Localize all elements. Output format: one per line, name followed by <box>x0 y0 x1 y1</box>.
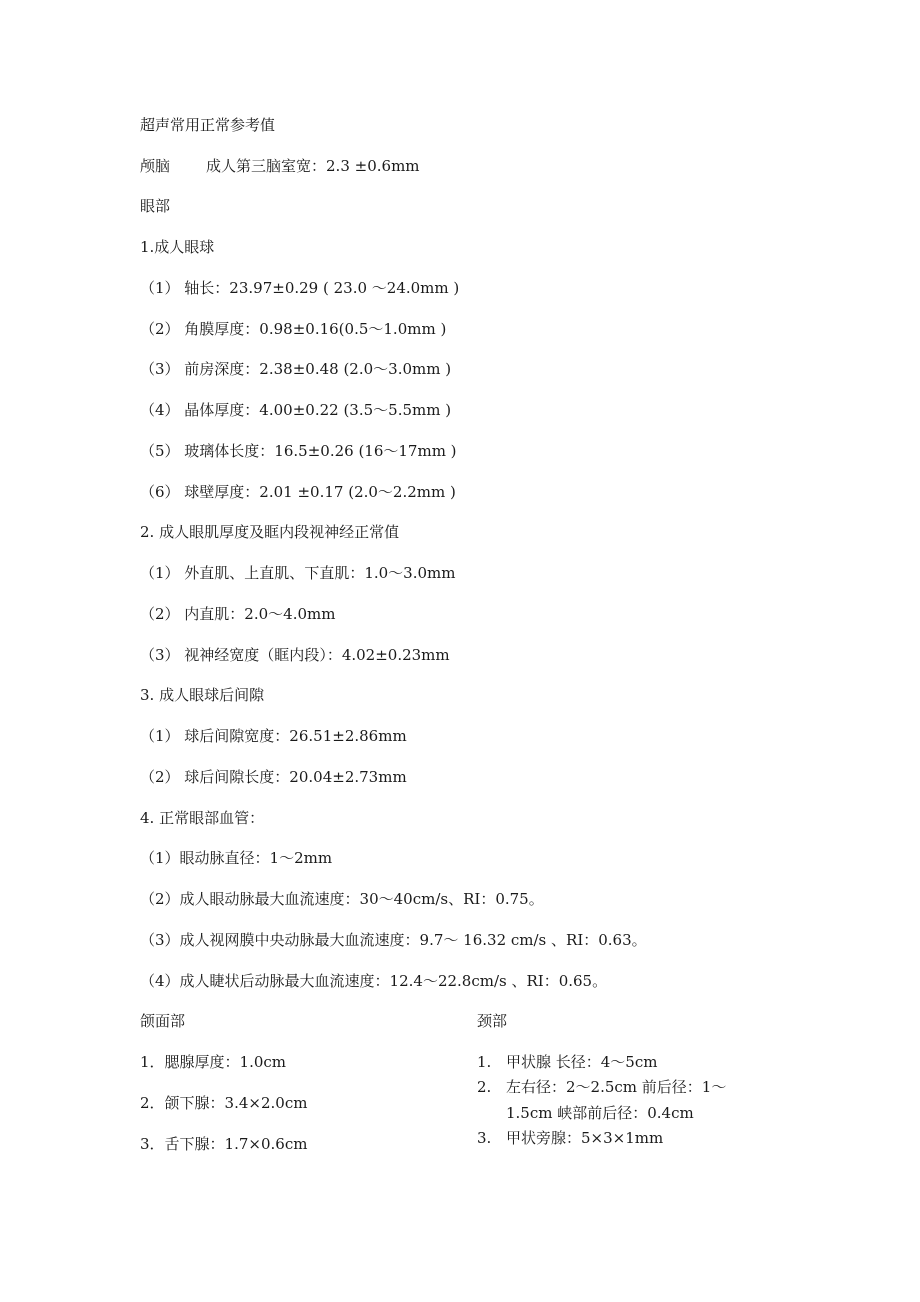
eye-section-heading: 眼部 <box>140 197 171 215</box>
muscle-item: （3） 视神经宽度（眶内段）：4.02±0.23mm <box>140 646 450 664</box>
maxillofacial-item: 1．腮腺厚度：1.0cm <box>140 1053 287 1071</box>
eyeball-item: （3） 前房深度：2.38±0.48 (2.0～3.0mm ) <box>140 360 452 378</box>
vessels-item: （2）成人眼动脉最大血流速度：30～40cm/s、RI：0.75。 <box>140 890 544 908</box>
vessels-item: （1）眼动脉直径：1～2mm <box>140 849 333 867</box>
neck-item <box>477 1128 663 1148</box>
muscle-item: （1） 外直肌、上直肌、下直肌：1.0～3.0mm <box>140 564 456 582</box>
eyeball-item: （6） 球壁厚度：2.01 ±0.17 (2.0～2.2mm ) <box>140 483 456 501</box>
neck-item-number: 2. <box>477 1078 492 1096</box>
retrobulbar-item: （1） 球后间隙宽度：26.51±2.86mm <box>140 727 407 745</box>
document-title: 超声常用正常参考值 <box>140 116 276 134</box>
neck-item-text: 左右径：2～2.5cm 前后径：1～ <box>506 1078 727 1096</box>
retrobulbar-item: （2） 球后间隙长度：20.04±2.73mm <box>140 768 407 786</box>
eyeball-item: （4） 晶体厚度：4.00±0.22 (3.5～5.5mm ) <box>140 401 452 419</box>
maxillofacial-heading: 颌面部 <box>140 1012 186 1030</box>
neck-item <box>477 1052 657 1072</box>
maxillofacial-item: 2．颌下腺：3.4×2.0cm <box>140 1094 308 1112</box>
neck-item-number: 1. <box>477 1053 492 1071</box>
brain-row <box>140 156 420 176</box>
eyeball-item: （1） 轴长：23.97±0.29 ( 23.0 ～24.0mm ) <box>140 279 460 297</box>
vessels-heading: 4. 正常眼部血管： <box>140 809 265 827</box>
retrobulbar-heading: 3. 成人眼球后间隙 <box>140 686 265 704</box>
neck-item-text: 甲状腺 长径：4～5cm <box>506 1053 658 1071</box>
neck-item-text: 甲状旁腺：5×3×1mm <box>506 1129 664 1147</box>
neck-item <box>477 1077 726 1097</box>
eyeball-item: （5） 玻璃体长度：16.5±0.26 (16～17mm ) <box>140 442 457 460</box>
brain-label: 颅脑 <box>140 157 171 175</box>
muscle-heading: 2. 成人眼肌厚度及眶内段视神经正常值 <box>140 523 400 541</box>
neck-item-continuation <box>477 1103 694 1123</box>
eyeball-item: （2） 角膜厚度：0.98±0.16(0.5～1.0mm ) <box>140 320 447 338</box>
brain-text: 成人第三脑室宽：2.3 ±0.6mm <box>206 157 420 175</box>
neck-item-text: 1.5cm 峡部前后径：0.4cm <box>506 1104 694 1122</box>
neck-item-number: 3. <box>477 1129 492 1147</box>
neck-heading: 颈部 <box>477 1012 508 1030</box>
eyeball-heading: 1.成人眼球 <box>140 238 215 256</box>
vessels-item: （3）成人视网膜中央动脉最大血流速度：9.7～ 16.32 cm/s 、RI：0.63。 <box>140 931 647 949</box>
vessels-item: （4）成人睫状后动脉最大血流速度：12.4～22.8cm/s 、RI：0.65。 <box>140 972 608 990</box>
maxillofacial-item: 3．舌下腺：1.7×0.6cm <box>140 1135 308 1153</box>
muscle-item: （2） 内直肌：2.0～4.0mm <box>140 605 336 623</box>
